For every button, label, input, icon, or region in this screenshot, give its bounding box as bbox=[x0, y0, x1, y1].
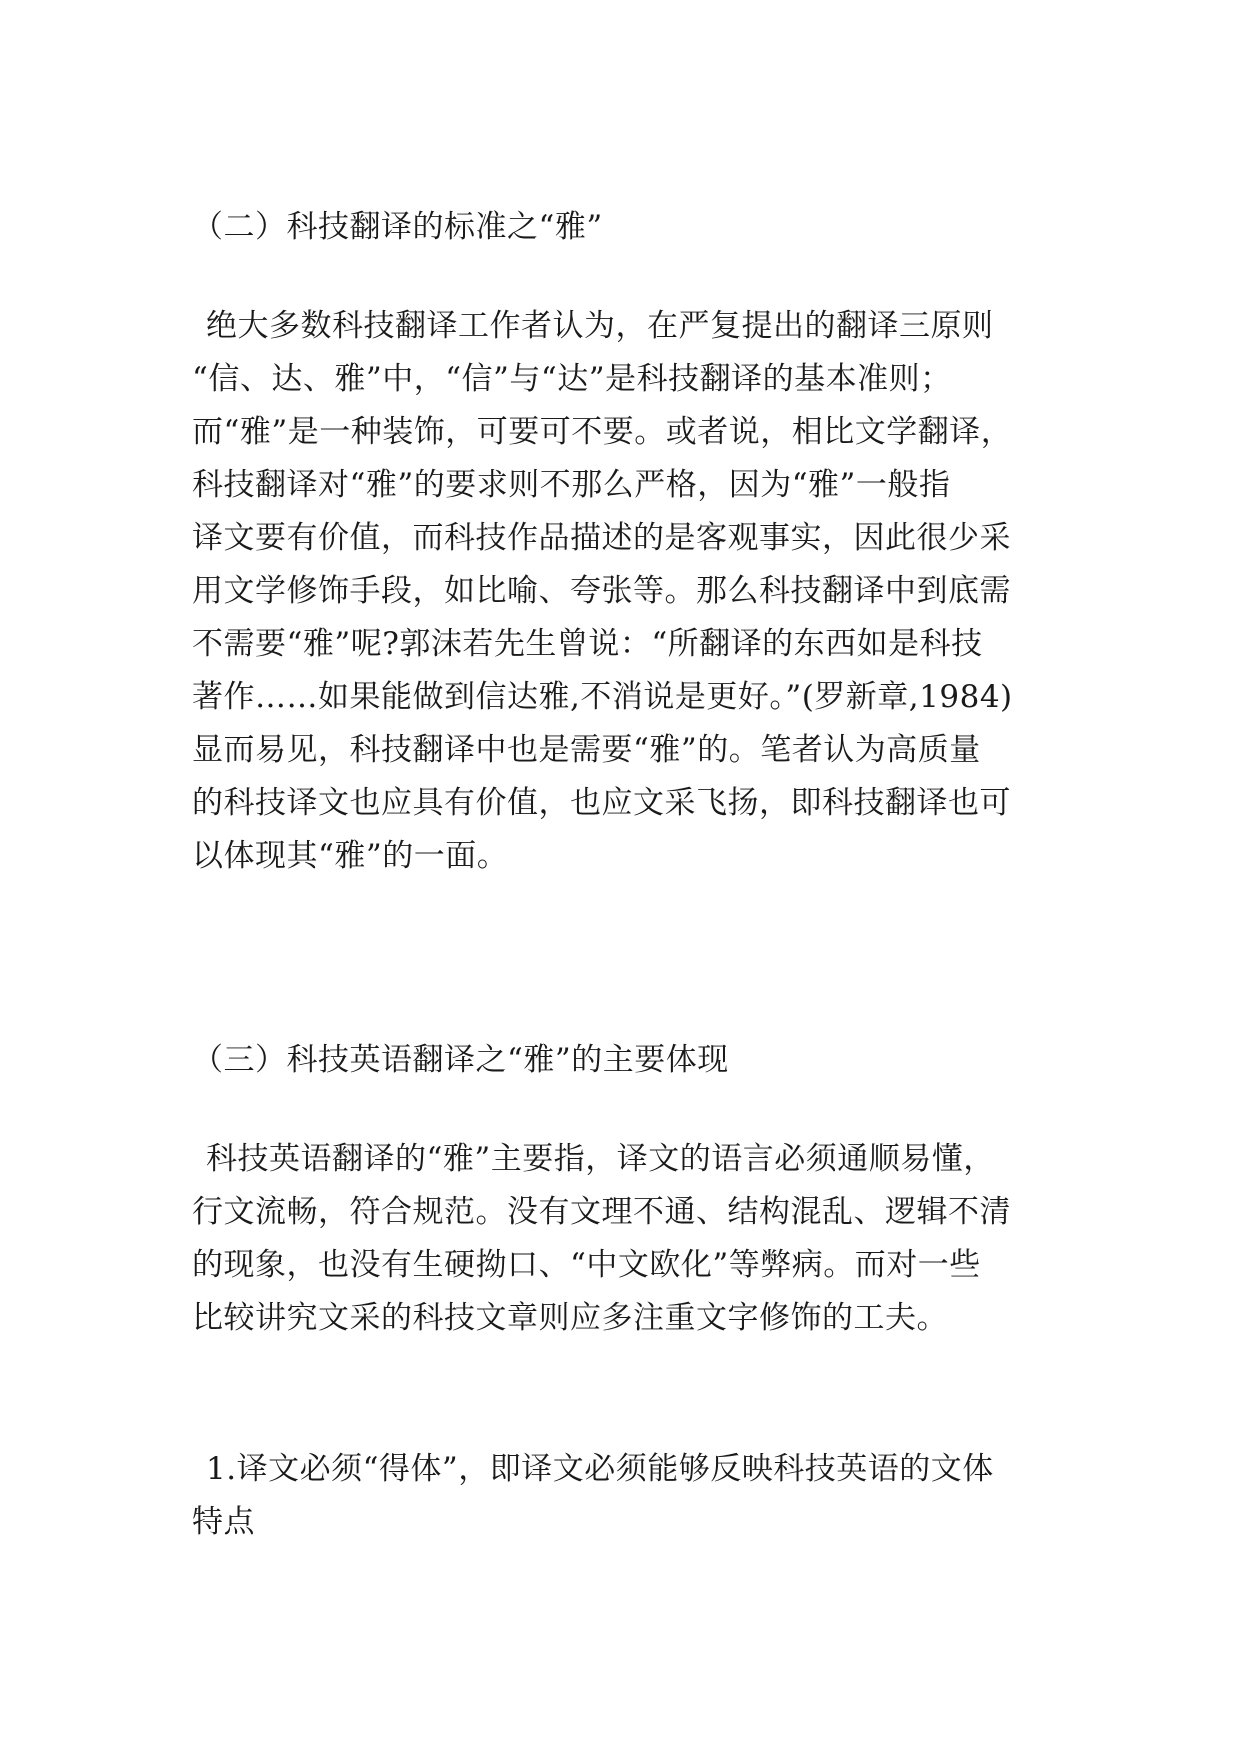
paragraph-1 bbox=[192, 300, 1052, 883]
paragraph-1-line: 以体现其“雅”的一面。 bbox=[192, 838, 509, 874]
paragraph-1-line: “信、达、雅”中，“信”与“达”是科技翻译的基本准则； bbox=[192, 361, 952, 397]
paragraph-1-line: 译文要有价值，而科技作品描述的是客观事实，因此很少采 bbox=[192, 520, 1011, 556]
paragraph-1-line: 用文学修饰手段，如比喻、夸张等。那么科技翻译中到底需 bbox=[192, 573, 1011, 609]
paragraph-2-line: 科技英语翻译的“雅”主要指，译文的语言必须通顺易懂， bbox=[206, 1141, 995, 1177]
paragraph-1-line: 科技翻译对“雅”的要求则不那么严格，因为“雅”一般指 bbox=[192, 467, 951, 503]
paragraph-1-line: 的科技译文也应具有价值，也应文采飞扬，即科技翻译也可 bbox=[192, 785, 1011, 821]
section-heading-2-text: （二）科技翻译的标准之“雅” bbox=[192, 209, 603, 245]
paragraph-1-line: 绝大多数科技翻译工作者认为，在严复提出的翻译三原则 bbox=[206, 308, 994, 344]
paragraph-2-line: 行文流畅，符合规范。没有文理不通、结构混乱、逻辑不清 bbox=[192, 1194, 1011, 1230]
paragraph-1-line: 显而易见，科技翻译中也是需要“雅”的。笔者认为高质量 bbox=[192, 732, 981, 768]
paragraph-2 bbox=[192, 1133, 1052, 1345]
section-heading-2 bbox=[192, 201, 1052, 254]
section-heading-3-text: （三）科技英语翻译之“雅”的主要体现 bbox=[192, 1042, 729, 1078]
paragraph-1-line: 著作……如果能做到信达雅,不消说是更好。”(罗新章,1984) bbox=[192, 679, 1013, 715]
point-1 bbox=[192, 1443, 1052, 1549]
paragraph-1-line: 不需要“雅”呢?郭沫若先生曾说：“所翻译的东西如是科技 bbox=[192, 626, 983, 662]
point-1-line: 特点 bbox=[192, 1504, 255, 1540]
paragraph-2-line: 的现象，也没有生硬拗口、“中文欧化”等弊病。而对一些 bbox=[192, 1247, 981, 1283]
point-1-line: 1.译文必须“得体”，即译文必须能够反映科技英语的文体 bbox=[206, 1451, 994, 1487]
paragraph-2-line: 比较讲究文采的科技文章则应多注重文字修饰的工夫。 bbox=[192, 1300, 948, 1336]
section-heading-3 bbox=[192, 1034, 1052, 1087]
paragraph-1-line: 而“雅”是一种装饰，可要可不要。或者说，相比文学翻译， bbox=[192, 414, 1013, 450]
